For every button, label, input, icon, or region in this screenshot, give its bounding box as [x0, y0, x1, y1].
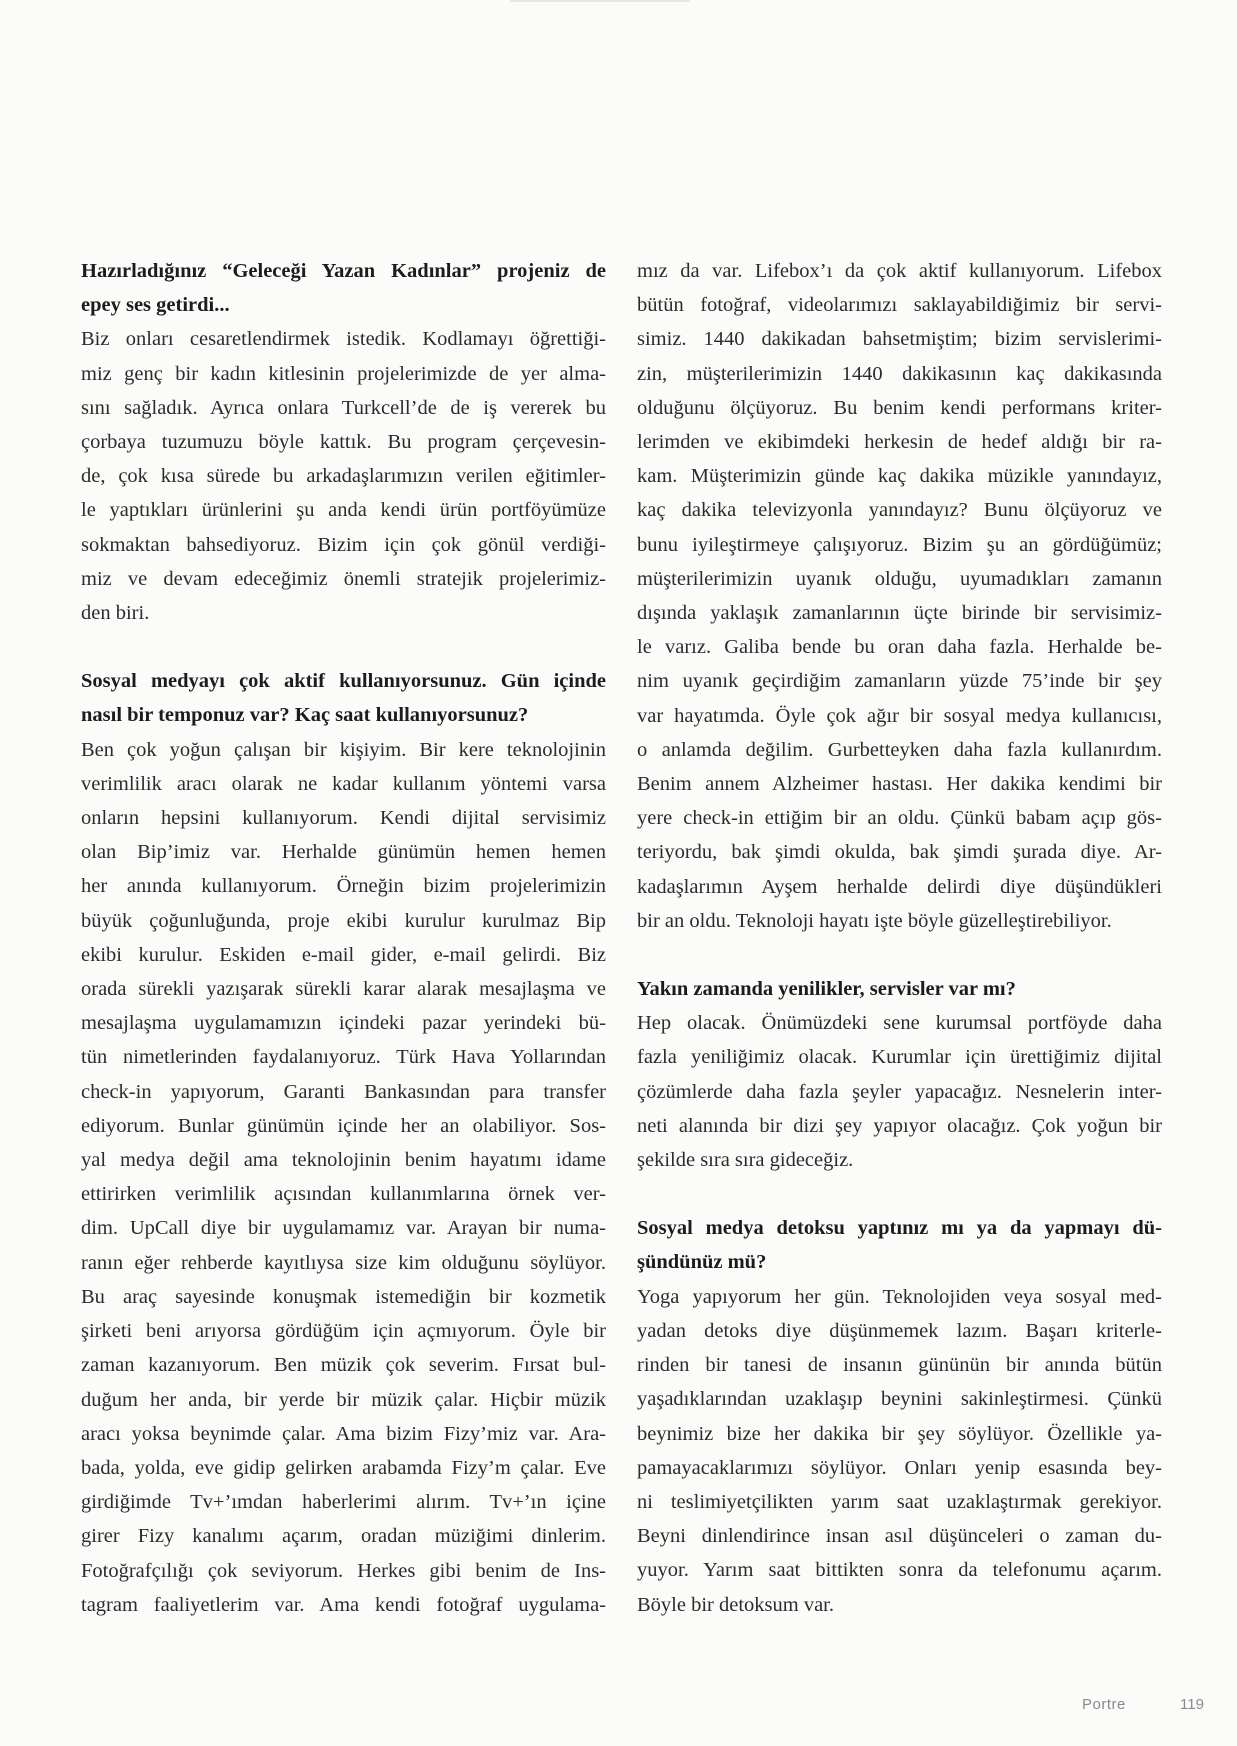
- footer-section-name: Portre: [1082, 1696, 1126, 1713]
- text-line: şündünüz mü?: [637, 1251, 767, 1274]
- text-line: tagram faaliyetlerim var. Ama kendi fotoğraf uygulama-: [81, 1593, 606, 1616]
- text-line: orada sürekli yazışarak sürekli karar alarak mesajlaşma ve: [81, 978, 606, 1001]
- text-line: müşterilerimizin uyanık olduğu, uyumadıkları zamanın: [637, 567, 1162, 590]
- text-line: yaşadıklarından uzaklaşıp beynini sakinleştirmesi. Çünkü: [637, 1388, 1162, 1411]
- text-line: lerimden ve ekibimdeki herkesin de hedef aldığı bir ra-: [637, 431, 1162, 454]
- text-line: olan Bip’imiz var. Herhalde günümün hemen hemen: [81, 841, 606, 864]
- text-line: tün nimetlerinden faydalanıyoruz. Türk Hava Yollarından: [81, 1046, 606, 1069]
- text-line: dışında yaklaşık zamanlarının üçte birinde bir servisimiz-: [637, 602, 1162, 625]
- text-line: epey ses getirdi...: [81, 294, 230, 317]
- text-line: ekibi kurulur. Eskiden e-mail gider, e-mail gelirdi. Biz: [81, 943, 606, 966]
- text-line: ediyorum. Bunlar günümün içinde her an olabiliyor. Sos-: [81, 1114, 606, 1137]
- text-line: yuyor. Yarım saat bittikten sonra da telefonumu açarım.: [637, 1559, 1162, 1582]
- text-line: fazla yeniliğimiz olacak. Kurumlar için ürettiğimiz dijital: [637, 1046, 1162, 1069]
- answer-1: [81, 322, 606, 630]
- text-line: dim. UpCall diye bir uygulamamız var. Arayan bir numa-: [81, 1217, 606, 1240]
- text-line: çözümlerde daha fazla şeyler yapacağız. Nesnelerin inter-: [637, 1080, 1162, 1103]
- text-line: neti alanında bir dizi şey yapıyor olacağız. Çok yoğun bir: [637, 1114, 1162, 1137]
- text-line: kaç dakika televizyonla yanındayız? Bunu ölçüyoruz ve: [637, 499, 1162, 522]
- text-line: kam. Müşterimizin günde kaç dakika müzikle yanındayız,: [637, 465, 1162, 488]
- text-line: var hayatımda. Öyle çok ağır bir sosyal medya kullanıcısı,: [637, 704, 1162, 727]
- text-line: Yakın zamanda yenilikler, servisler var mı?: [637, 978, 1016, 1001]
- text-line: kadaşlarımın Ayşem herhalde delirdi diye düşündükleri: [637, 875, 1162, 898]
- text-line: den biri.: [81, 602, 150, 625]
- paragraph-gap: [637, 1177, 1162, 1211]
- question-3: [637, 972, 1162, 1006]
- question-2: [81, 664, 606, 732]
- text-line: le yaptıkları ürünlerini şu anda kendi ürün portföyümüze: [81, 499, 606, 522]
- text-line: Sosyal medya detoksu yaptınız mı ya da yapmayı dü-: [637, 1217, 1162, 1240]
- paragraph-gap: [81, 630, 606, 664]
- text-line: teriyordu, bak şimdi okulda, bak şimdi şurada diye. Ar-: [637, 841, 1162, 864]
- text-line: Fotoğrafçılığı çok seviyorum. Herkes gibi benim de Ins-: [81, 1559, 606, 1582]
- text-line: sokmaktan bahsediyoruz. Bizim için çok gönül verdiği-: [81, 533, 606, 556]
- text-line: büyük çoğunluğunda, proje ekibi kurulur kurulmaz Bip: [81, 909, 606, 932]
- text-line: Biz onları cesaretlendirmek istedik. Kodlamayı öğrettiği-: [81, 328, 606, 351]
- question-1: [81, 254, 606, 322]
- text-line: Benim annem Alzheimer hastası. Her dakika kendimi bir: [637, 773, 1162, 796]
- text-line: çorbaya tuzumuzu böyle kattık. Bu program çerçevesin-: [81, 431, 606, 454]
- text-line: simiz. 1440 dakikadan bahsetmiştim; bizim servislerimi-: [637, 328, 1162, 351]
- text-line: check-in yapıyorum, Garanti Bankasından para transfer: [81, 1080, 606, 1103]
- answer-2-continued: [637, 254, 1162, 938]
- page-number: 119: [1180, 1696, 1204, 1713]
- text-line: aracı yoksa beynimde çalar. Ama bizim Fizy’miz var. Ara-: [81, 1422, 606, 1445]
- text-line: şekilde sıra sıra gideceğiz.: [637, 1149, 854, 1172]
- text-line: girer Fizy kanalımı açarım, oradan müziğimi dinlerim.: [81, 1525, 606, 1548]
- text-line: le varız. Galiba bende bu oran daha fazla. Herhalde be-: [637, 636, 1162, 659]
- text-line: Ben çok yoğun çalışan bir kişiyim. Bir kere teknolojinin: [81, 738, 606, 761]
- text-line: sını sağladık. Ayrıca onlara Turkcell’de de iş vererek bu: [81, 396, 606, 419]
- text-line: pamayacaklarımızı söylüyor. Onları yenip esasında bey-: [637, 1456, 1162, 1479]
- text-line: Beyni dinlendirince insan asıl düşünceleri o zaman du-: [637, 1525, 1162, 1548]
- text-line: mesajlaşma uygulamamızın içindeki pazar yerindeki bü-: [81, 1012, 606, 1035]
- text-line: ettirirken verimlilik açısından kullanımlarına örnek ver-: [81, 1183, 606, 1206]
- text-line: Bu araç sayesinde konuşmak istemediğin bir kozmetik: [81, 1285, 606, 1308]
- text-line: bütün fotoğraf, videolarımızı saklayabildiğimiz bir servi-: [637, 294, 1162, 317]
- text-line: o anlamda değilim. Gurbetteyken daha fazla kullanırdım.: [637, 738, 1162, 761]
- text-line: nasıl bir temponuz var? Kaç saat kullanıyorsunuz?: [81, 704, 529, 727]
- text-line: miz genç bir kadın kitlesinin projelerimizde de yer alma-: [81, 362, 606, 385]
- answer-3: [637, 1006, 1162, 1177]
- text-line: yal medya değil ama teknolojinin benim hayatımı idame: [81, 1149, 606, 1172]
- text-line: onların hepsini kullanıyorum. Kendi dijital servisimiz: [81, 807, 606, 830]
- text-line: ni teslimiyetçilikten yarım saat uzaklaştırmak gerekiyor.: [637, 1490, 1162, 1513]
- text-line: bada, yolda, eve gidip gelirken arabamda Fizy’m çalar. Eve: [81, 1456, 606, 1479]
- text-line: her anında kullanıyorum. Örneğin bizim projelerimizin: [81, 875, 606, 898]
- text-line: bir an oldu. Teknoloji hayatı işte böyle güzelleştirebiliyor.: [637, 909, 1112, 932]
- text-line: nim uyanık geçirdiğim zamanların yüzde 75’inde bir şey: [637, 670, 1162, 693]
- text-line: yere check-in ettiğim bir an oldu. Çünkü babam açıp gös-: [637, 807, 1162, 830]
- question-4: [637, 1211, 1162, 1279]
- text-line: Böyle bir detoksum var.: [637, 1593, 835, 1616]
- answer-2: [81, 733, 606, 1622]
- paragraph-gap: [637, 938, 1162, 972]
- text-line: zaman kazanıyorum. Ben müzik çok severim. Fırsat bul-: [81, 1354, 606, 1377]
- text-line: de, çok kısa sürede bu arkadaşlarımızın verilen eğitimler-: [81, 465, 606, 488]
- text-line: girdiğimde Tv+’ımdan haberlerimi alırım. Tv+’ın içine: [81, 1491, 606, 1514]
- text-line: yadan detoks diye düşünmemek lazım. Başarı kriterle-: [637, 1319, 1162, 1342]
- text-line: beynimiz bize her dakika bir şey söylüyor. Özellikle ya-: [637, 1422, 1162, 1445]
- left-column: [81, 254, 606, 1622]
- text-line: zin, müşterilerimizin 1440 dakikasının kaç dakikasında: [637, 362, 1162, 385]
- text-line: ranın eğer rehberde kayıtlıysa size kim olduğunu söylüyor.: [81, 1251, 606, 1274]
- answer-4: [637, 1280, 1162, 1622]
- text-line: olduğunu ölçüyoruz. Bu benim kendi performans kriter-: [637, 396, 1162, 419]
- text-line: Yoga yapıyorum her gün. Teknolojiden veya sosyal med-: [637, 1285, 1162, 1308]
- text-line: mız da var. Lifebox’ı da çok aktif kullanıyorum. Lifebox: [637, 260, 1162, 282]
- text-line: şirketi beni arıyorsa gördüğüm için açmıyorum. Öyle bir: [81, 1320, 606, 1343]
- text-line: Hazırladığınız “Geleceği Yazan Kadınlar” projeniz de: [81, 260, 606, 282]
- text-line: Hep olacak. Önümüzdeki sene kurumsal portföyde daha: [637, 1012, 1162, 1035]
- top-edge-mark: [510, 0, 690, 2]
- right-column: [637, 254, 1162, 1622]
- text-line: rinden bir tanesi de insanın gününün bir anında bütün: [637, 1354, 1162, 1377]
- text-line: bunu iyileştirmeye çalışıyoruz. Bizim şu an gördüğümüz;: [637, 533, 1162, 556]
- text-line: Sosyal medyayı çok aktif kullanıyorsunuz. Gün içinde: [81, 670, 606, 693]
- text-line: miz ve devam edeceğimiz önemli stratejik projelerimiz-: [81, 567, 606, 590]
- text-line: verimlilik aracı olarak ne kadar kullanım yöntemi varsa: [81, 772, 606, 795]
- text-line: duğum her anda, bir yerde bir müzik çalar. Hiçbir müzik: [81, 1388, 606, 1411]
